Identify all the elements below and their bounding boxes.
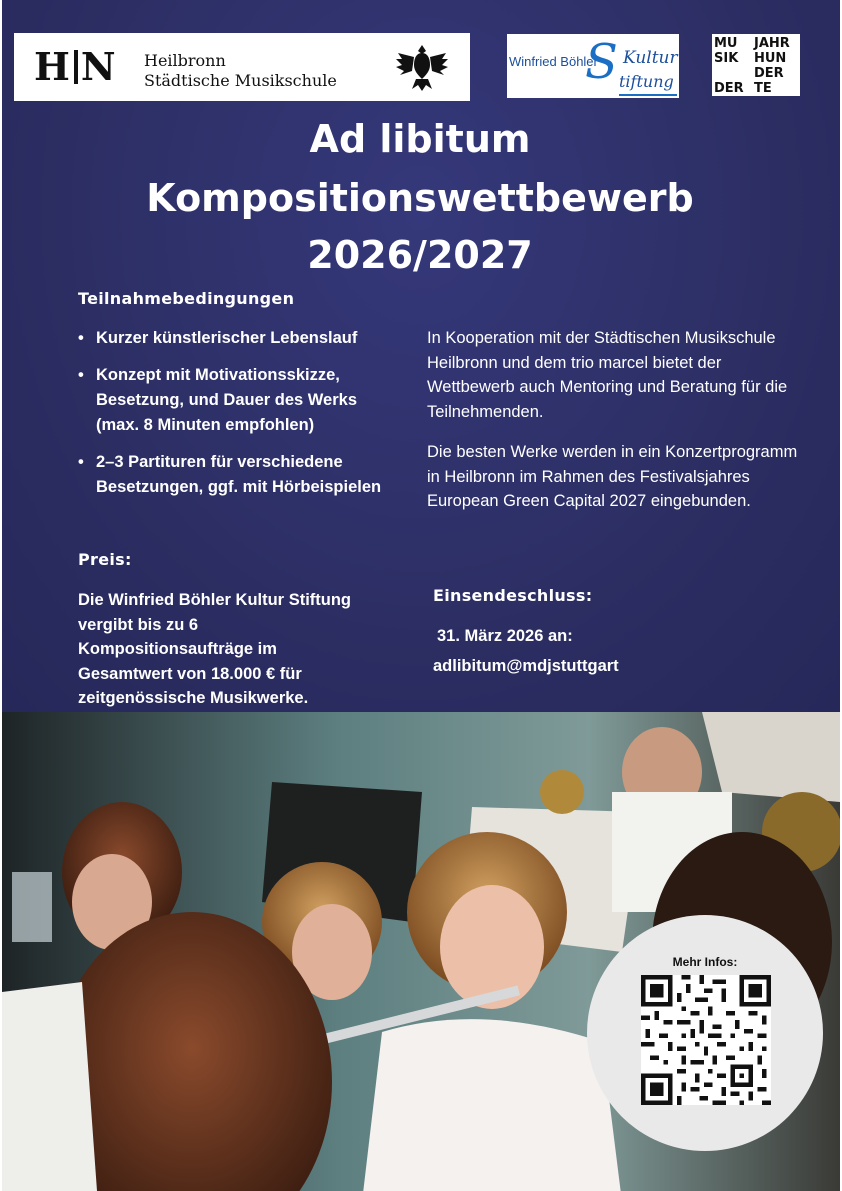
mj-word: SIK bbox=[714, 51, 739, 66]
musik-der-jahrhunderte-logo bbox=[712, 34, 800, 96]
list-item: • Konzept mit Motivationsskizze, Besetzung, und Dauer des Werks (max. 8 Minuten empfohlen) bbox=[78, 363, 398, 438]
mj-word: JAHR bbox=[754, 36, 790, 51]
qr-code[interactable] bbox=[641, 975, 771, 1105]
eagle-crest-icon bbox=[394, 39, 450, 95]
cooperation-paragraph: In Kooperation mit der Städtischen Musikschule Heilbronn und dem trio marcel bietet der Wettbewerb auch Mentoring und Beratung für die Teilnehmenden. bbox=[427, 329, 788, 421]
mj-word: DER bbox=[714, 81, 744, 96]
wb-logo-kultur: Kultur bbox=[623, 48, 678, 68]
wb-logo-stiftung: tiftung bbox=[619, 72, 674, 91]
list-item: • 2–3 Partituren für verschiedene Besetzungen, ggf. mit Hörbeispielen bbox=[78, 450, 398, 500]
kultur-stiftung-logo bbox=[507, 34, 679, 98]
list-item: • Kurzer künstlerischer Lebenslauf bbox=[78, 326, 398, 351]
hn-logo-mark: H N bbox=[34, 44, 117, 89]
conditions-list bbox=[78, 326, 398, 512]
title-line-2: Kompositionswettbewerb bbox=[146, 176, 694, 220]
mj-word: MU bbox=[714, 36, 738, 51]
prize-heading: Preis: bbox=[78, 550, 132, 569]
wb-logo-name: Winfried Böhler bbox=[509, 54, 598, 69]
qr-info-bubble bbox=[587, 915, 823, 1151]
contact-email[interactable]: adlibitum@mdjstuttgart bbox=[433, 657, 619, 675]
wb-logo-s: S bbox=[585, 34, 618, 90]
conditions-heading: Teilnahmebedingungen bbox=[78, 289, 295, 308]
hn-logo-line2: Städtische Musikschule bbox=[144, 71, 337, 90]
title-line-1: Ad libitum bbox=[309, 117, 531, 161]
mj-word: DER bbox=[754, 66, 784, 81]
hn-logo-line1: Heilbronn bbox=[144, 51, 226, 70]
title-line-3: 2026/2027 bbox=[307, 233, 533, 277]
heilbronn-musikschule-logo bbox=[14, 33, 470, 101]
deadline-heading: Einsendeschluss: bbox=[433, 586, 593, 605]
mj-word: TE bbox=[754, 81, 772, 96]
concert-paragraph: Die besten Werke werden in ein Konzertprogramm in Heilbronn im Rahmen des Festivalsjahres European Green Capital 2027 eingebunden. bbox=[427, 443, 798, 510]
deadline-date: 31. März 2026 an: bbox=[437, 627, 573, 645]
qr-label: Mehr Infos: bbox=[672, 955, 738, 969]
prize-text: Die Winfried Böhler Kultur Stiftung vergibt bis zu 6 Kompositionsaufträge im Gesamtwert von 18.000 € für zeitgenössische Musikwerke. bbox=[78, 591, 351, 707]
wb-logo-underline bbox=[619, 94, 677, 96]
mj-word: HUN bbox=[754, 51, 787, 66]
